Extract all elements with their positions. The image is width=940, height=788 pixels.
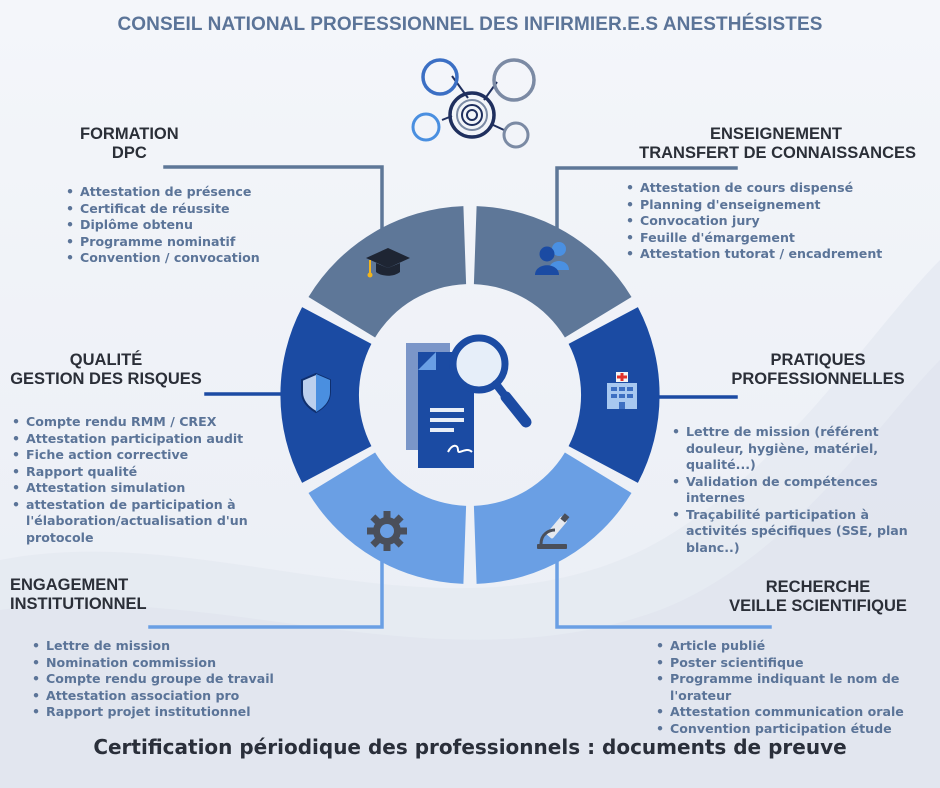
list-item: • Compte rendu groupe de travail [32,671,332,688]
list-item: • Planning d'enseignement [626,197,926,214]
heading-formation-line1: FORMATION [80,125,179,143]
heading-formation-line2: DPC [111,144,147,162]
list-item: • Attestation communication orale [656,704,924,721]
heading-enseignement [596,125,926,163]
list-item: • Convocation jury [626,213,926,230]
list-formation [66,184,326,267]
footer-caption: Certification périodique des professionnels : documents de preuve [93,735,847,759]
list-recherche [656,638,924,737]
heading-qualite [6,351,206,389]
heading-pratiques-line1: PRATIQUES [770,351,866,369]
list-item: • Convention / convocation [66,250,326,267]
list-engagement [32,638,332,721]
list-item: • Convention participation étude [656,721,924,738]
list-item: • Certificat de réussite [66,201,326,218]
list-item: • Fiche action corrective [12,447,284,464]
heading-enseignement-line1: ENSEIGNEMENT [709,125,842,143]
list-qualite [12,414,284,546]
connected-circles-logo [413,60,534,147]
segment-recherche [474,453,632,584]
heading-engagement-line1: ENGAGEMENT [10,576,129,594]
heading-recherche-line2: VEILLE SCIENTIFIQUE [729,597,907,615]
list-item: • Programme indiquant le nom de l'orateur [656,671,924,704]
list-item: • Attestation association pro [32,688,332,705]
list-item: • Lettre de mission [32,638,332,655]
list-item: • Rapport projet institutionnel [32,704,332,721]
heading-pratiques [716,351,920,389]
list-item: • Programme nominatif [66,234,326,251]
list-item: • Feuille d'émargement [626,230,926,247]
list-item: • Attestation de présence [66,184,326,201]
list-item: • Poster scientifique [656,655,924,672]
list-item: • Traçabilité participation à activités spécifiques (SSE, plan blanc..) [672,507,924,557]
heading-engagement [10,576,147,614]
heading-recherche [720,578,916,616]
list-enseignement [626,180,926,263]
page-title: CONSEIL NATIONAL PROFESSIONNEL DES INFIRMIER.E.S ANESTHÉSISTES [117,14,823,35]
list-item: • Attestation simulation [12,480,284,497]
list-item: • Attestation tutorat / encadrement [626,246,926,263]
document-search-icon [406,338,526,468]
list-pratiques [672,424,924,556]
heading-recherche-line1: RECHERCHE [765,578,871,596]
list-item: • attestation de participation à l'élaboration/actualisation d'un protocole [12,497,284,547]
list-item: • Rapport qualité [12,464,284,481]
heading-formation [80,125,179,163]
list-item: • Attestation participation audit [12,431,284,448]
list-item: • Nomination commission [32,655,332,672]
list-item: • Attestation de cours dispensé [626,180,926,197]
list-item: • Validation de compétences internes [672,474,924,507]
connector-engagement [150,560,382,627]
heading-enseignement-line2: TRANSFERT DE CONNAISSANCES [639,144,916,162]
heading-pratiques-line2: PROFESSIONNELLES [731,370,905,388]
list-item: • Diplôme obtenu [66,217,326,234]
list-item: • Lettre de mission (référent douleur, hygiène, matériel, qualité...) [672,424,924,474]
heading-qualite-line2: GESTION DES RISQUES [10,370,202,388]
list-item: • Compte rendu RMM / CREX [12,414,284,431]
heading-engagement-line2: INSTITUTIONNEL [10,595,147,613]
list-item: • Article publié [656,638,924,655]
heading-qualite-line1: QUALITÉ [69,351,143,369]
gear-icon [367,511,407,551]
